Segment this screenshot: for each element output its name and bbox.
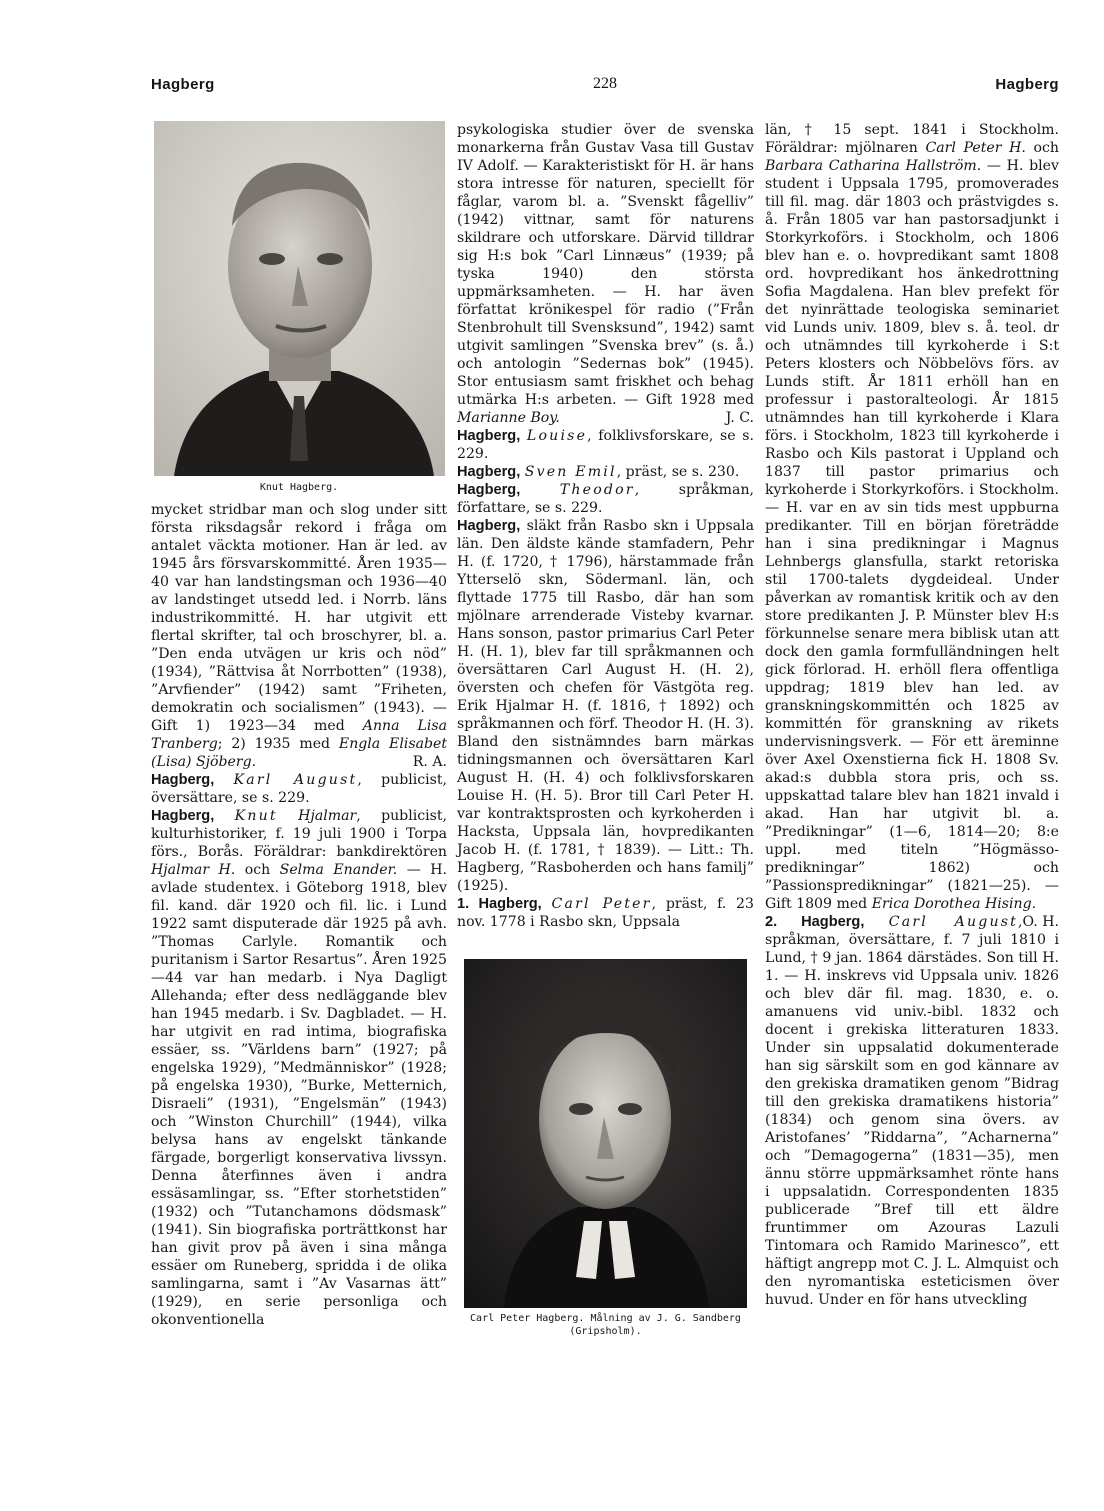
entry-text: , språkman, översättare, f. 7 juli 1810 i Lund, † 9 jan. 1864 därstädes. Son till H. 1. — H. inskrevs vid Uppsala univ. 1826 och blev där fil. mag. 1830, e. o. amanuens vid univ.-bibl. 1832 och docent i grekiska litteraturen 1833. Under sin uppsalatid dokumenterade han sig särskilt som en god kännare av den grekiska dramatiken genom ”Bidrag till den grekiska dramatikens historia” (1834) och genom sina övers. av Aristofanes’ ”Riddarna”, ”Acharnerna” och ”Demagogerna” (1831—35), men ännu större uppmärksamhet rönte hans i uppsalatidn. Correspondenten 1835 publicerade ”Bref till ett äldre fruntimmer om Azouras Lazuli Tintomara och Ramido Marinesco”, ett häftigt angrepp mot C. J. L. Almquist och den nyromantiska esteticismen över huvud. Under en för hans utveckling [765,914,1059,1308]
portrait-carl-peter-hagberg [464,959,747,1308]
author-signature: J. C. [725,410,754,426]
portrait-knut-hagberg [154,121,445,476]
name-italic: Anna Lisa Tranberg [151,718,448,752]
running-head-left: Hagberg [151,76,215,93]
entry-louise-hagberg [457,427,754,463]
name-italic: Carl Peter H. [925,140,1026,156]
entry-hagberg-family [457,517,754,895]
entry-headword: Hagberg, [457,428,521,444]
name-italic: Barbara Catharina Hallström. [765,158,982,174]
entry-name: Theodor [559,482,635,498]
column-3 [765,121,1059,1309]
entry-name: Louise [526,428,588,444]
entry-headword: 2. Hagberg, [765,914,865,930]
author-signature: O. H. [1022,914,1059,930]
entry-headword: Hagberg, [151,772,215,788]
author-signature: R. A. [412,754,447,770]
entry-headword: Hagberg, [457,482,521,498]
entry-text: , språkman, författare, se s. 229. [457,482,754,516]
entry-text: — H. avlade studentex. i Göteborg 1918, blev fil. kand. där 1920 och fil. lic. i Lund 1922 samt disputerade där 1925 på avh. ”Thomas Carlyle. Romantik och puritanism i Sartor Resartus”. Åren 1925—44 var han medarb. i Nya Dagligt Allehanda; efter dess nedläggande blev han 1945 medarb. i Sv. Dagbladet. — H. har utgivit en rad intima, biografiska essäer, ss. ”Världens barn” (1927; på engelska 1929), ”Medmänniskor” (1928; på engelska 1930), ”Burke, Metternich, Disraeli” (1931), ”Engelsmän” (1943) och ”Winston Churchill” (1944), vilka belysa hans av engelskt tänkande färgade, borgerligt konservativa livssyn. Denna återfinnes även i andra essäsamlingar, ss. ”Efter storhetstiden” (1932) och ”Tutanchamons dödsmask” (1941). Sin biografiska porträttkonst har han givit prov på även i sina många essäer om Runeberg, spridda i de olika samlingarna, samt i ”Av Vasarnas ätt” (1929), en serie personliga och okonventionella [151,862,448,1328]
caption-knut-hagberg: Knut Hagberg. [259,482,339,493]
name-italic: Engla Elisabet (Lisa) Sjöberg. [151,736,448,770]
paragraph-col2-continued [457,121,754,427]
entry-headword: Hagberg, [151,808,215,824]
entry-text: , präst, f. 23 nov. 1778 i Rasbo skn, Uppsala [457,896,754,930]
entry-headword: Hagberg, [457,464,521,480]
entry-name: Karl August [233,772,358,788]
entry-name: Carl Peter [551,896,652,912]
entry-text: , folklivsforskare, se s. 229. [457,428,755,462]
paragraph-col1-continued [151,501,447,771]
name-italic: Marianne Boy. [457,410,560,426]
text: och [244,862,271,878]
entry-text: släkt från Rasbo skn i Uppsala län. Den äldste kände stamfadern, Pehr H. (f. 1720, † 1796), härstammade från Ytterselö skn, Södermanl. län, och flyttade 1775 till Rasbo, där han som mjölnare arrenderade Visteby kvarnar. Hans sonson, pastor primarius Carl Peter H. (H. 1), blev far till språkmannen och översättaren Carl August H. (H. 2), översten och chefen för Västgöta reg. Erik Hjalmar H. (f. 1816, † 1892) och språkmannen och förf. Theodor H. (H. 3). Bland den sistnämndes barn märkas tidningsmannen och översättaren Karl August H. (H. 4) och folklivsforskaren Louise H. (H. 5). Bror till Carl Peter H. var kontraktsprosten och kyrkoherden i Hacksta, Uppsala län, hovpredikanten Jacob H. (f. 1781, † 1839). — Litt.: Th. Hagberg, ”Rasboherden och hans familj” (1925). [457,518,754,894]
name-italic: Selma Enander. [279,862,398,878]
entry-headword: Hagberg, [457,518,521,534]
entry-text: , publicist, kulturhistoriker, f. 19 juli 1900 i Torpa förs., Borås. Föräldrar: bankdirektören [151,808,447,860]
entry-text: , präst, se s. 230. [616,464,740,480]
entry-carl-august-hagberg [765,913,1059,1309]
entry-name: Knut [234,808,278,824]
entry-name: Sven Emil [524,464,617,480]
entry-name: Carl August [888,914,1019,930]
column-1 [151,121,447,1329]
text: mycket stridbar man och slog under sitt första riksdagsår rekord i fråga om antalet väckta motioner. Han är led. av 1945 års försvarskommitté. Åren 1935—40 var han landstingsman och 1936—40 av landstinget utsedd led. i Norrb. läns industrikommitté. H. har utgivit ett flertal skrifter, tal och broschyrer, bl. a. ”Den enda utvägen ur kris och nöd” (1934), ”Rättvisa åt Norrbotten” (1938), ”Arvfiender” (1942) samt ”Friheten, demokratin och socialismen” (1943). — Gift 1) 1923—34 med [151,502,447,734]
name-italic: Erica Dorothea Hising. [871,896,1037,912]
caption-carl-peter-hagberg: Carl Peter Hagberg. Målning av J. G. Sandberg (Gripsholm). [470,1313,741,1337]
entry-karl-august-hagberg [151,771,447,807]
text: psykologiska studier över de svenska monarkerna från Gustav Vasa till Gustav IV Adolf. — Karakteristiskt för H. är hans stora intresse för naturen, speciellt för fåglar, varom bl. a. ”Svenskt fågelliv” (1942) vittnar, samt för naturens skildrare och utforskare. Därvid tilldrar sig H:s bok ”Carl Linnæus” (1939; på tyska 1940) den största uppmärksamheten. — H. har även författat krönikespel för radio (”Från Stenbrohult till Svensksund”, 1942) samt utgivit samlingen ”Svenska brev” (s. å.) och antologin ”Sedernas bok” (1945). Stor entusiasm samt friskhet och behag utmärka H:s arbeten. — Gift 1928 med [457,122,754,408]
entry-knut-hagberg [151,807,447,1329]
name-italic: Hjalmar H. [151,862,236,878]
text: och [1033,140,1060,156]
entry-theodor-hagberg [457,481,754,517]
page-header [151,76,1059,98]
running-head-right: Hagberg [995,76,1059,93]
entry-headword: 1. Hagberg, [457,896,542,912]
text: — H. blev student i Uppsala 1795, promoverades till fil. mag. där 1803 och prästvigdes s. å. Från 1805 var han pastorsadjunkt i Storkyrkoförs. i Stockholm, och 1806 blev han e. o. hovpredikant samt 1808 ord. hovpredikant hos änkedrottning Sofia Magdalena. Han blev prefekt för det nyinrättade teologiska seminariet vid Lunds univ. 1809, blev s. å. teol. dr och utnämndes till kyrkoherde i S:t Peters klosters och Nöbbelövs förs. av Lunds stift. År 1811 erhöll han en professur i pastoralteologi. År 1815 utnämndes han till kyrkoherde i Klara förs. i Stockholm, 1823 till kyrkoherde i Rasbo och Kils pastorat i Uppland och 1837 till pastor primarius och kyrkoherde i Storkyrkoförs. i Stockholm. — H. var en av sin tids mest uppburna predikanter. Till en början företrädde han i sina predikningar i Magnus Lehnbergs glansfulla, starkt retoriska stil 1700-talets dygdeideal. Under påverkan av romantisk kritik och av den store predikanten J. P. Münster blev H:s förkunnelse senare mera biblisk utan att dock den gamla formfulländningen helt gick förlorad. H. erhöll flera offentliga uppdrag; 1819 blev han led. av granskningskommittén och 1825 av kommittén för granskning av rikets undervisningsverk. — För ett äreminne över Axel Oxenstierna fick H. 1808 Sv. akad:s dubbla stora pris, och ss. uppskattad talare blev han 1821 invald i akad. Han har utgivit bl. a. ”Predikningar” (1—6, 1814—20; 8:e uppl. med titeln ”Högmässo-predikningar” 1862) och ”Passionspredikningar” (1821—25). — Gift 1809 med [765,158,1059,912]
entry-name: Hjalmar [298,808,357,824]
column-2 [457,121,754,1338]
entry-carl-peter-hagberg [457,895,754,931]
text: län, † 15 sept. 1841 i Stockholm. Föräldrar: mjölnaren [765,122,1059,156]
text: ; 2) 1935 med [217,736,331,752]
entry-text: , publicist, översättare, se s. 229. [151,772,448,806]
entry-sven-emil-hagberg [457,463,754,481]
page-number: 228 [593,75,617,92]
